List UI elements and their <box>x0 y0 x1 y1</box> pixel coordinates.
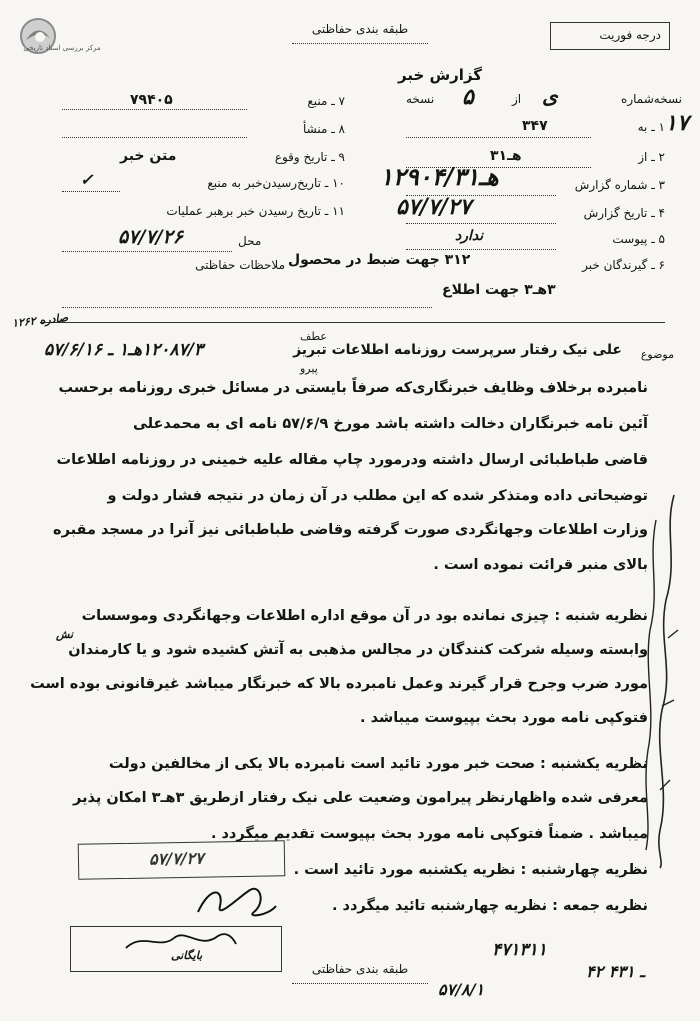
classification-label-top: طبقه بندی حفاظتی <box>311 22 409 36</box>
row3-label: ۳ ـ شماره گزارش <box>574 178 665 192</box>
footer-ref-hand-2: ۴۲ ـ ۴۳۱ <box>586 962 645 981</box>
row8-line <box>62 136 247 138</box>
receipt-stamp-date: ۵۷/۷/۲۷ <box>148 848 204 869</box>
row2-value: ۳هـ۱ <box>490 148 522 164</box>
row11-value: ۵۷/۷/۲۶ <box>118 226 183 248</box>
row11-label: ۱۱ ـ تاریخ رسیدن خبر برهبر عملیات <box>166 204 345 218</box>
body-line-12: معرفی شده واظهارنظر پیرامون وضعیت علی نیک رفتار ازطریق ۳هـ۳ امکان پذیر <box>73 790 648 806</box>
subject-note-above: عطف <box>300 330 327 343</box>
subject-ref: ۱۲۰۸۷/۳هـ۱ ـ ۵۷/۶/۱۶ <box>44 340 203 360</box>
row8-label: ۸ ـ منشأ <box>302 122 345 136</box>
place-line <box>62 250 232 252</box>
report-title: گزارش خبر <box>397 66 483 84</box>
row4-line <box>406 222 556 224</box>
notes-line <box>62 306 432 308</box>
notes-label: ملاحظات حفاظتی <box>195 258 285 272</box>
classification-label-bottom: طبقه بندی حفاظتی <box>311 962 409 976</box>
copy-label: نسخه <box>406 92 435 106</box>
body-line-1: نامبرده برخلاف وظایف خبرنگاری‌که صرفاً بایستی در مسائل خبری روزنامه برحسب <box>58 380 648 396</box>
row10-tick: ✓ <box>80 170 94 189</box>
body-line-4: توضیحاتی داده ومتذکر شده که این مطلب در آن زمان در نتیجه فشار دولت و <box>107 488 648 504</box>
signature-1 <box>190 876 280 926</box>
logo-caption: مرکز بررسی اسناد تاریخی <box>23 44 101 52</box>
row6-value: ۳۱۲ جهت ضبط در محصول <box>288 252 471 268</box>
place-label: محل <box>238 234 262 248</box>
row6-value2: ۳هـ۳ جهت اطلاع <box>442 282 556 298</box>
classification-line-bottom <box>292 982 428 984</box>
body-margin-hand: نش <box>56 628 74 641</box>
copy-number-hand: ی <box>542 84 558 108</box>
subject-label: موضوع <box>640 348 674 361</box>
row4-label: ۴ ـ تاریخ گزارش <box>583 206 665 220</box>
subject-note-below: پیرو <box>300 362 318 375</box>
receipt-stamp <box>78 840 286 880</box>
row5-line <box>406 248 556 250</box>
classification-line-top <box>292 42 428 44</box>
row7-label: ۷ ـ منبع <box>307 94 345 108</box>
body-line-11: نظریه یکشنبه : صحت خبر مورد تائید است نامبرده بالا یکی از مخالفین دولت <box>108 756 648 772</box>
urgency-box <box>550 22 670 50</box>
body-line-5: وزارت اطلاعات وجهانگردی صورت گرفته وقاضی طباطبائی نیز آنرا در مسجد مقبره <box>53 522 648 538</box>
row7-line <box>62 108 247 110</box>
body-line-15: نظریه جمعه : نظریه چهارشنبه تائید میگردد . <box>331 898 648 914</box>
row4-value: ۵۷/۷/۲۷ <box>396 194 472 220</box>
row10-line <box>62 190 120 192</box>
row9-label: ۹ ـ تاریخ وقوع <box>274 150 345 164</box>
row10-label: ۱۰ ـ تاریخ‌رسیدن‌خبر به منبع <box>207 176 345 190</box>
row9-value: متن خبر <box>120 148 177 164</box>
body-line-2: آئین نامه خبرنگاران دخالت داشته باشد مورخ ۵۷/۶/۹ نامه ای به محمدعلی <box>132 416 648 432</box>
row5-label: ۵ ـ پیوست <box>612 232 665 246</box>
row1-label: ۱ ـ به <box>637 120 665 134</box>
separator-rule <box>40 322 665 323</box>
row2-label: ۲ ـ از <box>638 150 665 164</box>
row1-line <box>406 136 591 138</box>
urgency-label: درجه فوریت <box>599 28 661 42</box>
row3-value: ۱۲۹۰۴/۳هـ۱ <box>380 162 499 191</box>
signature-2 <box>120 920 240 960</box>
body-line-7: نظریه شنبه : چیزی نمانده بود در آن موقع اداره اطلاعات وجهانگردی وموسسات <box>81 608 648 624</box>
row5-value: ندارد <box>455 228 484 244</box>
row1-margin-hand: ۱۷ <box>665 110 689 136</box>
copy-number-label: نسخه‌شماره <box>621 92 682 106</box>
row1-value: ۳۴۷ <box>522 118 548 134</box>
from-hand: ۵ <box>462 84 474 110</box>
body-line-14: نظریه چهارشنبه : نظریه یکشنبه مورد تائید است . <box>293 862 648 878</box>
row6-label: ۶ ـ گیرندگان خبر <box>582 258 665 272</box>
body-line-6: بالای منبر قرائت نموده است . <box>433 557 648 573</box>
footer-ref-hand: ۴۷۱۳۱۱ <box>492 940 547 960</box>
corner-hand-note: ۱۲۶۲ صادره <box>11 311 69 330</box>
body-line-9: مورد ضرب وجرح قرار گیرند وعمل نامبرده بالا که خبرنگار میباشد غیرقانونی بوده است <box>30 676 648 692</box>
footer-date-hand: ۵۷/۸/۱ <box>438 980 485 999</box>
body-line-3: قاضی طباطبائی ارسال داشته ودرمورد چاپ مقاله علیه خمینی در روزنامه اطلاعات <box>56 452 648 468</box>
from-label: از <box>512 92 522 106</box>
row7-value: ۷۹۴۰۵ <box>130 92 173 108</box>
archive-stamp-text: بایگانی <box>171 949 203 962</box>
body-line-8: وابسته وسیله شرکت کنندگان در مجالس مذهبی به آتش کشیده شود و یا کارمندان <box>68 642 648 658</box>
body-line-13: میباشد . ضمناً فتوکپی نامه مورد بحث بپیوست تقدیم میگردد . <box>210 826 648 842</box>
body-line-10: فتوکپی نامه مورد بحث بپیوست میباشد . <box>360 710 648 726</box>
margin-handwriting <box>634 490 684 870</box>
subject-text: علی نیک رفتار سرپرست روزنامه اطلاعات تبریز <box>293 342 622 358</box>
